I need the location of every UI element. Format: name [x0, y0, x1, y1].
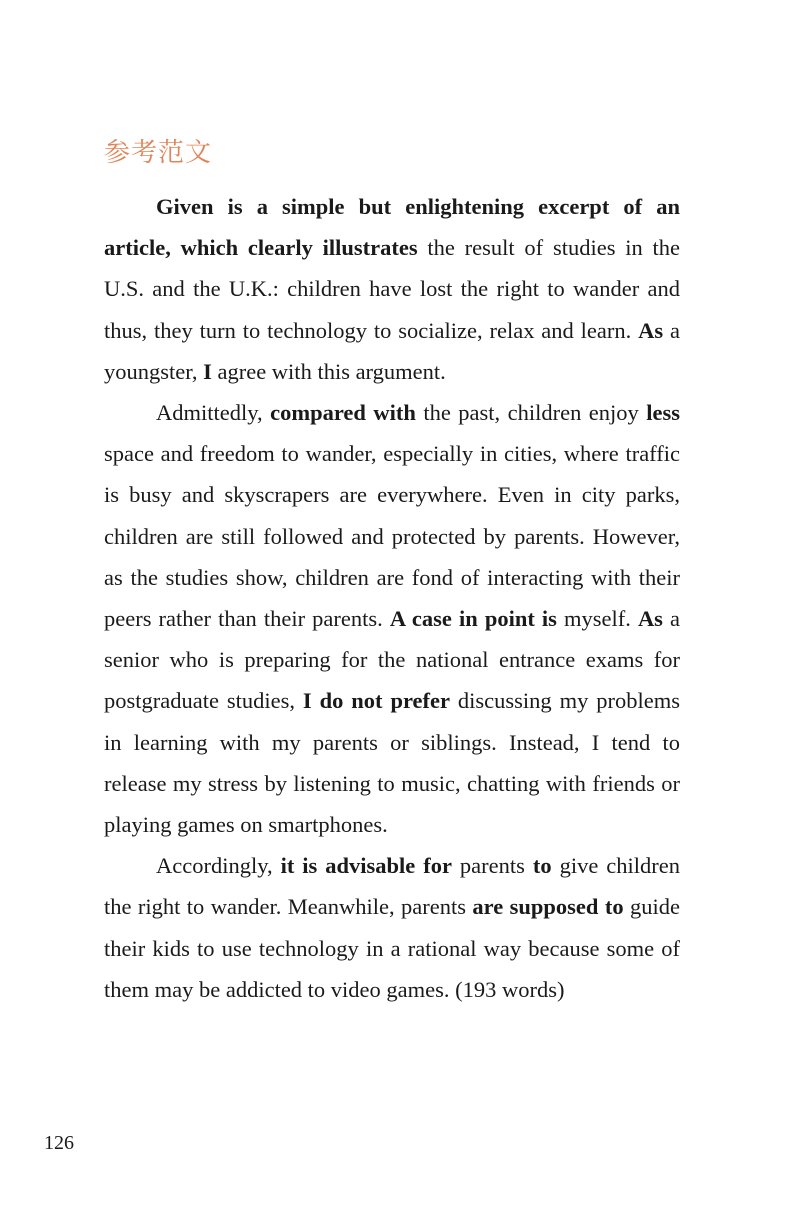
- text-segment: Accordingly,: [156, 853, 281, 879]
- essay-paragraph: [104, 845, 680, 1010]
- text-segment: space and freedom to wander, especially in cities, where traffic is busy and skyscrapers are everywhere. Even in city parks, children are still followed and protected by parents. However, as the studies show, children are fond of interacting with their peers rather than their parents.: [104, 441, 680, 632]
- essay-paragraph: [104, 392, 680, 845]
- text-segment: discussing my problems in learning with my parents or siblings. Instead, I tend to release my stress by listening to music, chatting with friends or playing games on smartphones.: [104, 688, 680, 838]
- text-segment: agree with this argument.: [211, 358, 446, 384]
- text-segment: guide their kids to use technology in a rational way because some of them may be addicted to video games. (193 words): [104, 894, 680, 1002]
- text-segment: the past, children enjoy: [415, 400, 647, 426]
- bold-phrase: less: [646, 400, 680, 426]
- page-number: 126: [44, 1132, 74, 1154]
- bold-phrase: As: [638, 317, 664, 343]
- bold-phrase: to: [532, 853, 552, 879]
- text-segment: the result of studies in the U.S. and the U.K.: children have lost the right to wander and thus, they turn to technology to socialize, relax and learn.: [104, 235, 680, 343]
- bold-phrase: it is advisable for: [280, 853, 452, 879]
- text-segment: a senior who is preparing for the national entrance exams for postgraduate studies,: [104, 606, 681, 714]
- section-heading: 参考范文: [104, 138, 213, 168]
- bold-phrase: compared with: [270, 400, 416, 426]
- text-segment: parents: [451, 853, 533, 879]
- text-segment: give children the right to wander. Meanwhile, parents: [104, 853, 680, 920]
- bold-phrase: I: [203, 358, 212, 384]
- bold-phrase: are supposed to: [472, 894, 624, 920]
- bold-phrase: I do not prefer: [302, 688, 450, 714]
- essay-paragraph: [104, 186, 680, 392]
- bold-phrase: As: [637, 606, 663, 632]
- essay-body: [104, 186, 680, 1010]
- text-segment: myself.: [556, 606, 638, 632]
- text-segment: a youngster,: [104, 317, 680, 384]
- text-segment: Admittedly,: [156, 400, 271, 426]
- bold-phrase: A case in point is: [389, 606, 557, 632]
- bold-phrase: Given is a simple but enlightening excerpt of an article, which clearly illustrates: [104, 194, 680, 261]
